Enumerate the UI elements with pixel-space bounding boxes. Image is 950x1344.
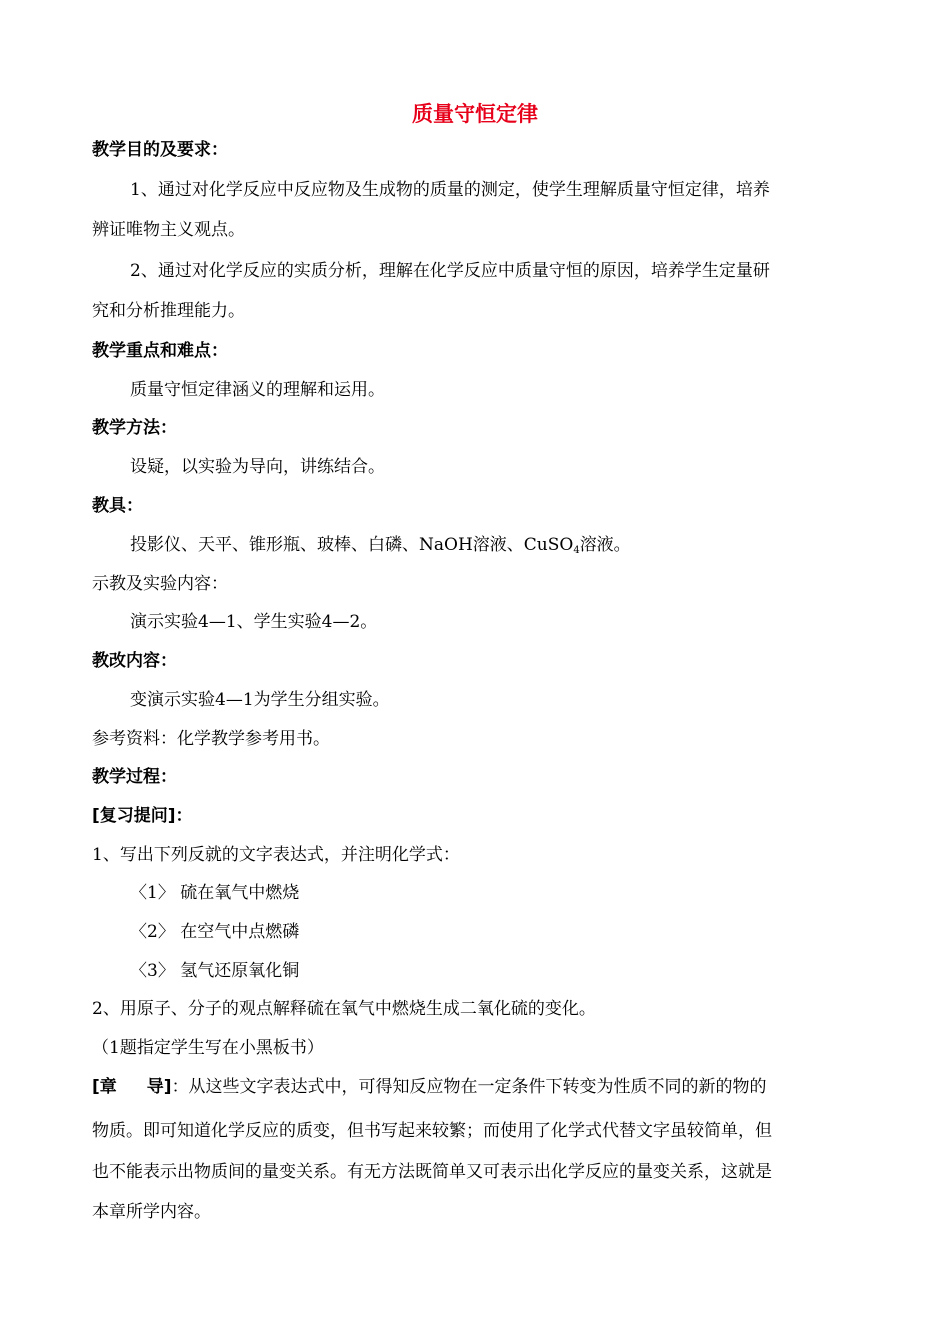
intro-line-1-text: ：从这些文字表达式中，可得知反应物在一定条件下转变为性质不同的新的物的 (171, 1077, 767, 1097)
objective-1-line-2: 辨证唯物主义观点。 (92, 220, 245, 240)
intro-label (92, 1077, 172, 1097)
demo-text: 演示实验4—1、学生实验4—2。 (130, 612, 378, 632)
objective-2-line-1: 2、通过对化学反应的实质分析，理解在化学反应中质量守恒的原因，培养学生定量研 (130, 261, 770, 281)
question-1-item-2: 〈2〉 在空气中点燃磷 (130, 922, 300, 942)
changes-heading: 教改内容： (92, 651, 177, 671)
objectives-heading: 教学目的及要求： (92, 140, 228, 160)
intro-line-2: 物质。即可知道化学反应的质变，但书写起来较繁；而使用了化学式代替文字虽较简单，但 (92, 1121, 772, 1141)
question-1-item-1: 〈1〉 硫在氧气中燃烧 (130, 883, 300, 903)
key-points-text: 质量守恒定律涵义的理解和运用。 (130, 380, 385, 400)
intro-label-part-2: 导] (146, 1077, 172, 1097)
methods-heading: 教学方法： (92, 418, 177, 438)
methods-text: 设疑，以实验为导向，讲练结合。 (130, 457, 385, 477)
tools-text-main: 投影仪、天平、锥形瓶、玻棒、白磷、NaOH溶液、CuSO (130, 535, 574, 555)
intro-line-4: 本章所学内容。 (92, 1202, 211, 1222)
intro-line-3: 也不能表示出物质间的量变关系。有无方法既简单又可表示出化学反应的量变关系，这就是 (92, 1162, 772, 1182)
question-1-item-3: 〈3〉 氢气还原氧化铜 (130, 961, 300, 981)
question-2: 2、用原子、分子的观点解释硫在氧气中燃烧生成二氧化硫的变化。 (92, 999, 596, 1019)
question-1: 1、写出下列反就的文字表达式，并注明化学式： (92, 845, 460, 865)
tools-text (130, 533, 900, 563)
review-heading: [复习提问]： (92, 806, 193, 826)
key-points-heading: 教学重点和难点： (92, 341, 228, 361)
process-heading: 教学过程： (92, 767, 177, 787)
objective-2-line-2: 究和分析推理能力。 (92, 301, 245, 321)
intro-line-1 (92, 1075, 862, 1099)
page-title: 质量守恒定律 (412, 102, 538, 126)
intro-label-part-1: [章 (92, 1077, 117, 1097)
tools-heading: 教具： (92, 496, 143, 516)
blackboard-note: （1题指定学生写在小黑板书） (92, 1038, 324, 1058)
tools-subscript: 4 (573, 545, 580, 556)
demo-heading: 示教及实验内容： (92, 574, 228, 594)
tools-text-end: 溶液。 (579, 535, 631, 555)
objective-1-line-1: 1、通过对化学反应中反应物及生成物的质量的测定，使学生理解质量守恒定律，培养 (130, 180, 770, 200)
changes-text: 变演示实验4—1为学生分组实验。 (130, 690, 390, 710)
reference-text: 参考资料：化学教学参考用书。 (92, 729, 330, 749)
